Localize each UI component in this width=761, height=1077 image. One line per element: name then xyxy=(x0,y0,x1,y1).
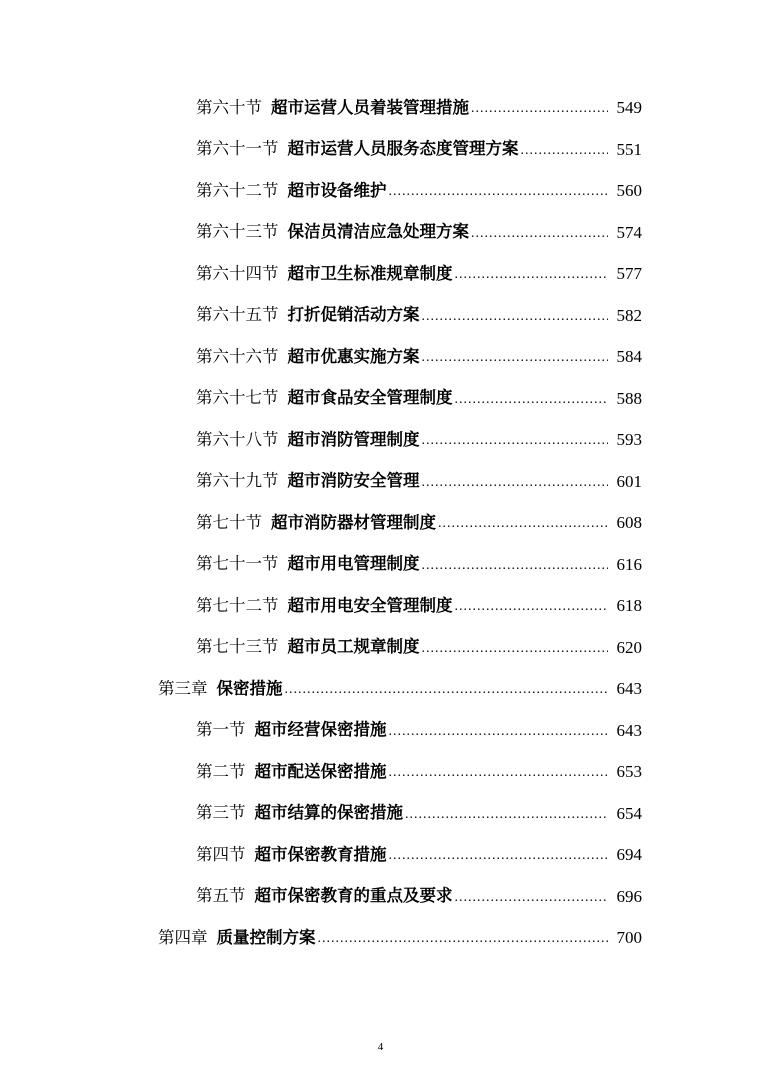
toc-section-entry[interactable] xyxy=(0,336,761,378)
toc-dot-leader xyxy=(389,722,609,739)
toc-entry-title: 超市保密教育的重点及要求 xyxy=(254,886,453,905)
toc-dot-leader xyxy=(285,680,609,697)
toc-entry-number: 第六十一节 xyxy=(196,139,279,158)
toc-entry-number: 第三章 xyxy=(158,678,208,698)
toc-entry-number: 第一节 xyxy=(196,720,246,739)
toc-section-entry[interactable] xyxy=(0,253,761,295)
toc-entry-page-number: 643 xyxy=(616,679,642,699)
toc-entry-number: 第六十节 xyxy=(196,97,262,117)
toc-entry-page-number: 653 xyxy=(616,762,642,782)
page-number: 4 xyxy=(377,1041,384,1053)
toc-entry-title: 超市经营保密措施 xyxy=(254,720,387,739)
toc-entry-page-number: 696 xyxy=(616,886,642,906)
toc-dot-leader xyxy=(471,99,608,116)
toc-entry-title: 超市用电管理制度 xyxy=(287,554,420,573)
toc-entry-page-number: 616 xyxy=(616,554,642,574)
toc-entry-page-number: 618 xyxy=(616,596,642,616)
toc-entry-title: 超市食品安全管理制度 xyxy=(287,388,453,407)
toc-section-entry[interactable] xyxy=(0,585,761,627)
toc-entry-page-number: 582 xyxy=(616,305,642,325)
toc-entry-title: 超市运营人员着装管理措施 xyxy=(271,97,469,117)
toc-section-entry[interactable] xyxy=(0,461,761,503)
toc-entry-number: 第四章 xyxy=(158,927,208,947)
toc-entry-title: 超市消防管理制度 xyxy=(287,429,420,449)
toc-section-entry[interactable] xyxy=(0,751,761,793)
toc-entry-page-number: 694 xyxy=(616,845,642,865)
toc-dot-leader xyxy=(521,141,609,158)
toc-section-entry[interactable] xyxy=(0,170,761,212)
toc-entry-page-number: 643 xyxy=(616,720,642,740)
toc-entry-number: 第六十八节 xyxy=(196,429,279,449)
toc-entry-number: 第七十节 xyxy=(196,512,262,532)
toc-section-entry[interactable] xyxy=(0,212,761,254)
toc-section-entry[interactable] xyxy=(0,419,761,461)
toc-entry-title: 保密措施 xyxy=(216,678,283,698)
toc-entry-title: 超市员工规章制度 xyxy=(287,637,420,656)
toc-entry-title: 超市设备维护 xyxy=(287,180,387,200)
toc-entry-title: 超市卫生标准规章制度 xyxy=(287,263,453,283)
toc-entry-title: 超市优惠实施方案 xyxy=(287,346,420,366)
toc-section-entry[interactable] xyxy=(0,502,761,544)
toc-entry-page-number: 593 xyxy=(616,430,642,450)
toc-entry-title: 超市结算的保密措施 xyxy=(254,803,403,822)
toc-entry-title: 超市配送保密措施 xyxy=(254,761,387,781)
toc-entry-page-number: 608 xyxy=(616,513,642,533)
toc-dot-leader xyxy=(422,556,609,573)
toc-entry-number: 第二节 xyxy=(196,761,246,781)
toc-entry-number: 第六十六节 xyxy=(196,346,279,366)
toc-dot-leader xyxy=(389,846,609,863)
toc-section-entry[interactable] xyxy=(0,378,761,420)
toc-entry-page-number: 577 xyxy=(616,264,642,284)
toc-entry-page-number: 588 xyxy=(616,388,642,408)
toc-entry-title: 超市用电安全管理制度 xyxy=(287,595,453,615)
toc-section-entry[interactable] xyxy=(0,710,761,752)
toc-entry-title: 保洁员清洁应急处理方案 xyxy=(287,222,469,241)
toc-dot-leader xyxy=(455,888,609,905)
toc-entry-page-number: 654 xyxy=(616,803,642,823)
toc-dot-leader xyxy=(422,348,609,365)
toc-entry-page-number: 551 xyxy=(616,139,642,159)
toc-entry-page-number: 560 xyxy=(616,181,642,201)
toc-entry-number: 第四节 xyxy=(196,844,246,864)
toc-entry-number: 第七十二节 xyxy=(196,595,279,615)
toc-dot-leader xyxy=(455,597,609,614)
toc-entry-number: 第六十二节 xyxy=(196,180,279,200)
toc-dot-leader xyxy=(455,390,609,407)
toc-dot-leader xyxy=(422,473,609,490)
toc-entry-page-number: 620 xyxy=(616,637,642,657)
toc-chapter-entry[interactable] xyxy=(0,668,761,710)
toc-entry-page-number: 549 xyxy=(616,98,642,118)
toc-dot-leader xyxy=(422,431,609,448)
toc-entry-title: 质量控制方案 xyxy=(216,927,316,947)
toc-section-entry[interactable] xyxy=(0,876,761,918)
toc-entry-page-number: 574 xyxy=(616,222,642,242)
toc-dot-leader xyxy=(422,307,609,324)
toc-section-entry[interactable] xyxy=(0,834,761,876)
toc-entry-page-number: 700 xyxy=(616,928,642,948)
toc-entry-title: 超市保密教育措施 xyxy=(254,844,387,864)
toc-entry-number: 第三节 xyxy=(196,803,246,822)
toc-dot-leader xyxy=(389,182,609,199)
toc-entry-number: 第六十五节 xyxy=(196,305,279,324)
toc-entry-title: 超市消防安全管理 xyxy=(287,471,420,490)
toc-entry-number: 第六十三节 xyxy=(196,222,279,241)
toc-entry-number: 第六十七节 xyxy=(196,388,279,407)
toc-dot-leader xyxy=(389,763,609,780)
toc-dot-leader xyxy=(422,639,609,656)
toc-dot-leader xyxy=(455,265,609,282)
toc-dot-leader xyxy=(471,224,608,241)
toc-section-entry[interactable] xyxy=(0,295,761,337)
toc-section-entry[interactable] xyxy=(0,793,761,835)
toc-entry-number: 第六十四节 xyxy=(196,263,279,283)
toc-entry-page-number: 601 xyxy=(616,471,642,491)
toc-entry-title: 打折促销活动方案 xyxy=(287,305,420,324)
table-of-contents xyxy=(0,87,761,959)
toc-section-entry[interactable] xyxy=(0,129,761,171)
toc-entry-page-number: 584 xyxy=(616,347,642,367)
toc-entry-title: 超市运营人员服务态度管理方案 xyxy=(287,139,519,158)
toc-section-entry[interactable] xyxy=(0,544,761,586)
toc-section-entry[interactable] xyxy=(0,627,761,669)
toc-entry-number: 第七十一节 xyxy=(196,554,279,573)
toc-dot-leader xyxy=(405,805,608,822)
toc-dot-leader xyxy=(318,929,609,946)
toc-chapter-entry[interactable] xyxy=(0,917,761,959)
toc-entry-title: 超市消防器材管理制度 xyxy=(271,512,436,532)
toc-entry-number: 第六十九节 xyxy=(196,471,279,490)
toc-entry-number: 第七十三节 xyxy=(196,637,279,656)
toc-section-entry[interactable] xyxy=(0,87,761,129)
toc-entry-number: 第五节 xyxy=(196,886,246,905)
toc-dot-leader xyxy=(438,514,608,531)
